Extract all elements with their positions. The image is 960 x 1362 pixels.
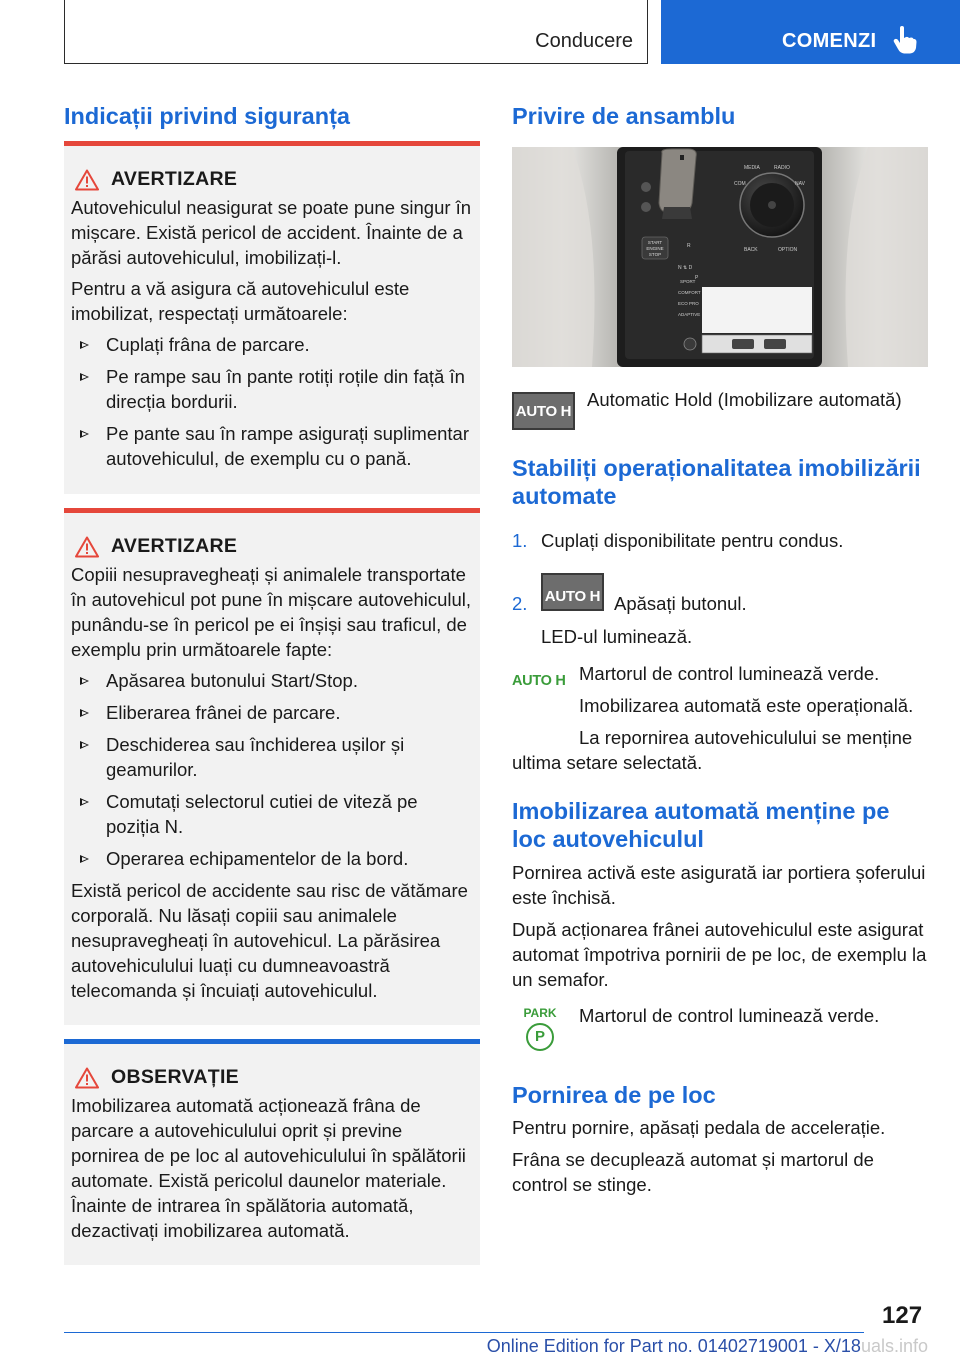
page-number: 127 <box>882 1302 923 1329</box>
triangle-bullet-icon <box>80 709 89 717</box>
autoh-indicator-row: AUTO H Martorul de control luminează verde. Imobilizarea automată este operațională. <box>512 663 914 716</box>
triangle-bullet-icon <box>80 855 89 863</box>
note-label: OBSERVAȚIE <box>111 1066 239 1088</box>
overview-title: Privire de ansamblu <box>512 103 736 129</box>
warning1-paragraph-1: Autovehiculul neasigurat se poate pune singur în mișcare. Există pericol de accident. Înainte de a părăsi autovehiculul, imobilizați-l. <box>71 197 472 268</box>
warning2-paragraph-2: Există pericol de accidente sau risc de vătămare corporală. Nu lăsați copiii sau animalele nesupravegheați în autovehicul. La părăsirea autovehiculului luați cu dumneavoastră telecomanda și încuiați autovehiculul. <box>71 880 468 1001</box>
photo-adaptive-label: ADAPTIVE <box>678 312 701 317</box>
warning2-paragraph-1: Copiii nesupravegheați și animalele transportate în autovehicul pot pune în mișcare autovehiculul, punându-se în pericol pe ei înșiși sau traficul, de exemplu prin următoarele fapte: <box>71 564 472 660</box>
warning-label: AVERTIZARE <box>111 535 238 557</box>
photo-nav-label: NAV <box>795 181 805 187</box>
photo-sport-label: SPORT <box>680 279 696 284</box>
warning-triangle-icon <box>75 536 99 558</box>
warning-box-2 <box>64 508 480 1025</box>
triangle-bullet-icon <box>80 677 89 685</box>
right-column <box>512 102 928 1197</box>
header-section-label: Conducere <box>535 30 633 52</box>
safety-title: Indicații privind siguranța <box>64 103 350 129</box>
warning-box-1 <box>64 141 480 494</box>
step-1: 1. Cuplați disponibilitate pentru condus. <box>512 530 844 551</box>
svg-text:RADIO: RADIO <box>774 165 790 171</box>
triangle-bullet-icon <box>80 373 89 381</box>
svg-text:R: R <box>687 243 691 249</box>
photo-back-label: BACK <box>744 247 758 253</box>
autoh-button-icon: AUTO H <box>541 573 604 611</box>
triangle-bullet-icon <box>80 741 89 749</box>
list-item: Eliberarea frânei de parcare. <box>71 700 474 725</box>
list-item: Operarea echipamentelor de la bord. <box>71 846 474 871</box>
list-item: Cuplați frâna de parcare. <box>71 332 474 357</box>
start-paragraph-2: Frâna se decuplează automat și martorul de control se stinge. <box>512 1149 874 1195</box>
warning-triangle-icon <box>75 169 99 191</box>
list-item: Pe rampe sau în pante rotiți roțile din față în direcția bordurii. <box>71 364 474 414</box>
photo-comfort-label: COMFORT <box>678 290 701 295</box>
park-indicator-row: PARK P Martorul de control luminează verde. <box>512 1003 928 1059</box>
indicator-note: La repornirea autovehiculului se menține ultima setare selectată. <box>512 727 913 773</box>
center-console-photo <box>512 147 928 367</box>
triangle-bullet-icon <box>80 798 89 806</box>
triangle-bullet-icon <box>80 430 89 438</box>
footer-edition: Online Edition for Part no. 01402719001 - X/18uals.info <box>486 1336 928 1356</box>
warning1-paragraph-2: Pentru a vă asigura că autovehiculul este imobilizat, respectați următoarele: <box>71 278 410 324</box>
step-2: 2. AUTO H Apăsați butonul. <box>512 573 928 615</box>
photo-eco-label: ECO PRO <box>678 301 699 306</box>
photo-option-label: OPTION <box>778 247 798 253</box>
autoh-description: Automatic Hold (Imobilizare automată) <box>587 389 902 410</box>
hold-title: Imobilizarea automată menține pe loc autovehiculul <box>512 798 890 852</box>
warning-triangle-icon <box>75 1067 99 1089</box>
start-title: Pornirea de pe loc <box>512 1082 716 1108</box>
photo-engine-label: ENGINE <box>646 246 664 251</box>
note-paragraph: Imobilizarea automată acționează frâna de parcare a autovehiculului oprit și previne pornirea de pe loc al autovehiculului în spălătorii automate. Există pericolul daunelor materiale. Înainte de intrarea în spălătoria automată, dezactivați imobilizarea automată. <box>71 1095 466 1241</box>
note-box <box>64 1039 480 1265</box>
photo-start-label: START <box>647 240 663 245</box>
watermark-text: uals.info <box>860 1336 928 1356</box>
autoh-row <box>512 387 928 420</box>
photo-stop-label: STOP <box>648 252 662 257</box>
header-section-tab <box>64 0 648 64</box>
autoh-button-icon: AUTO H <box>512 392 575 430</box>
pointing-hand-icon <box>893 26 917 54</box>
header-chapter-tab[interactable] <box>661 0 960 64</box>
svg-text:P: P <box>695 275 699 281</box>
led-text: LED-ul luminează. <box>541 626 693 647</box>
hold-paragraph-2: După acționarea frânei autovehiculul este asigurat automat împotriva pornirii de pe loc, de exemplu la un semafor. <box>512 919 927 990</box>
list-item: Pe pante sau în rampe asigurați suplimentar autovehiculul, de exemplu cu o pană. <box>71 421 474 471</box>
start-paragraph-1: Pentru pornire, apăsați pedala de accelerație. <box>512 1117 886 1138</box>
triangle-bullet-icon <box>80 341 89 349</box>
svg-text:N ⇅ D: N ⇅ D <box>678 265 693 271</box>
hold-paragraph-1: Pornirea activă este asigurată iar portiera șoferului este închisă. <box>512 862 926 908</box>
footer-divider <box>64 1332 864 1333</box>
setup-title: Stabiliți operaționalitatea imobilizării automate <box>512 455 921 509</box>
list-item: Apăsarea butonului Start/Stop. <box>71 668 474 693</box>
photo-media-label: MEDIA <box>744 165 760 171</box>
park-brake-icon: PARK P <box>520 1007 560 1051</box>
list-item: Comutați selectorul cutiei de viteză pe poziția N. <box>71 789 474 839</box>
photo-com-label: COM <box>734 181 746 187</box>
warning-label: AVERTIZARE <box>111 168 238 190</box>
autoh-indicator-icon: AUTO H <box>512 673 566 689</box>
left-column <box>64 102 480 1265</box>
header-chapter-label: COMENZI <box>782 30 877 52</box>
list-item: Deschiderea sau închiderea ușilor și geamurilor. <box>71 732 474 782</box>
